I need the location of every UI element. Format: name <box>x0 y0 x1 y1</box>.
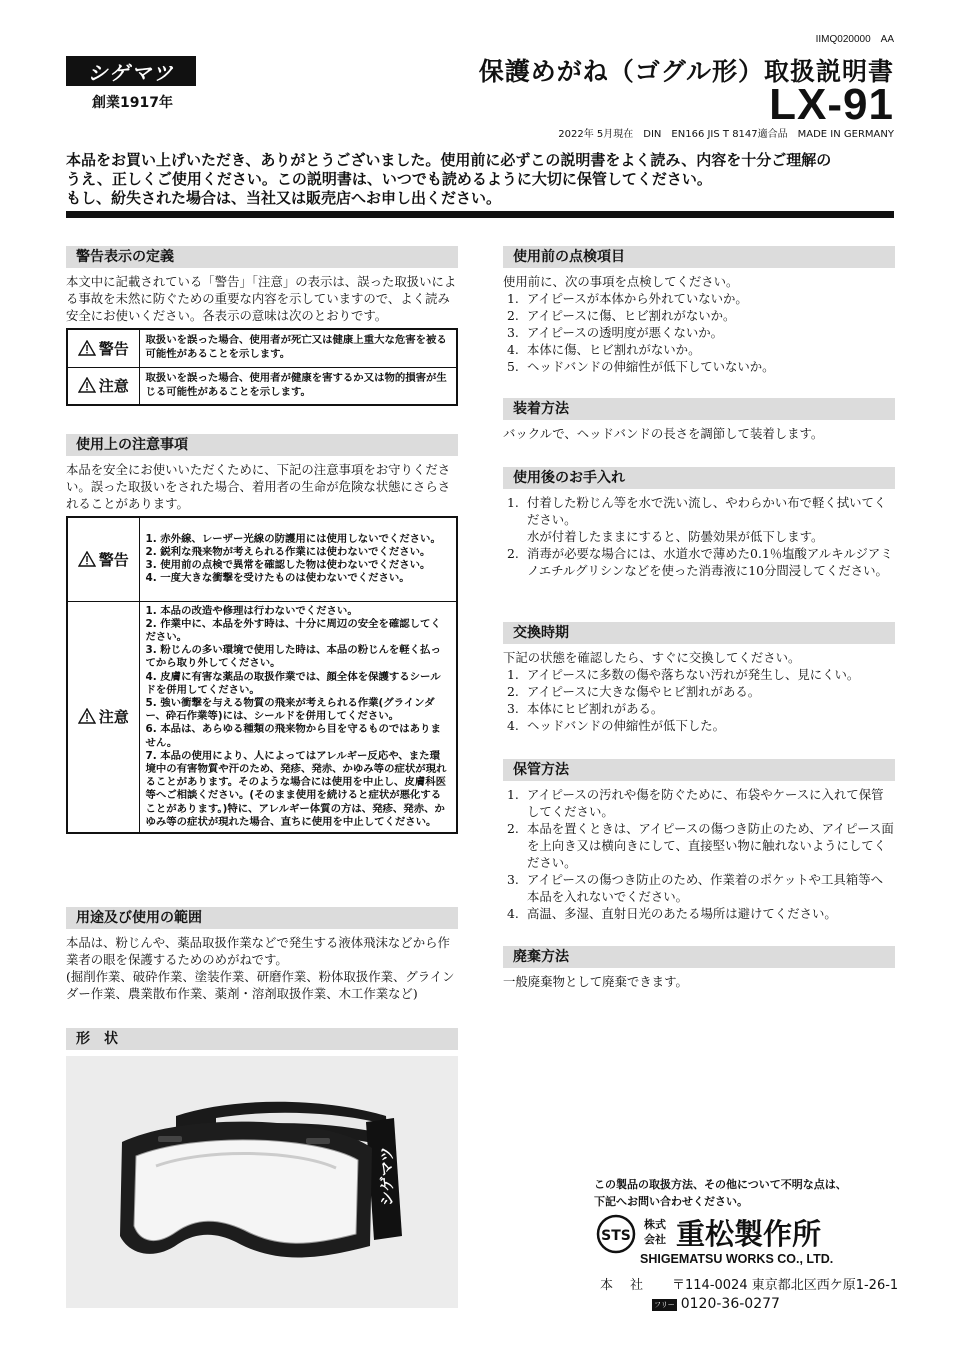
hq-label: 本 社 <box>600 1278 646 1293</box>
goggle-illustration <box>66 1056 458 1308</box>
list-item: 2. 作業中に、本品を外す時は、十分に周辺の安全を確認してください。 <box>145 617 441 643</box>
section-text: 本文中に記載されている「警告」「注意」の表示は、誤った取扱いによる事故を未然に防ぐための重要な内容を示していますので、よく読み安全にお使いください。各表示の意味は次のとおりです。 <box>66 274 457 323</box>
list-item: 1. アイピースに多数の傷や落ちない汚れが発生し、見にくい。 <box>507 667 860 682</box>
list-item: 3. 使用前の点検で異常を確認した物は使わないでください。 <box>145 559 431 572</box>
company-name-jp: 重松製作所 <box>676 1217 822 1251</box>
list-item: 3. 粉じんの多い環境で使用した時は、本品の粉じんを軽く払ってから取り外してください。 <box>145 644 441 670</box>
contact-note: この製品の取扱方法、その他について不明な点は、 下記へお問い合わせください。 <box>594 1178 847 1208</box>
address-text: 〒114-0024 東京都北区西ケ原1-26-1 <box>672 1278 899 1293</box>
usage-cautions-section <box>66 434 458 834</box>
section-text: 使用前に、次の事項を点検してください。 <box>503 274 739 289</box>
list-item: 6. 本品は、あらゆる種類の飛来物から目を守るものではありません。 <box>145 723 441 749</box>
section-heading: 用途及び使用の範囲 <box>66 907 458 929</box>
phone-number: 0120-36-0277 <box>680 1296 780 1312</box>
list-item: 4. 高温、多湿、直射日光のあたる場所は避けてください。 <box>507 906 837 921</box>
section-heading: 形 状 <box>66 1028 458 1050</box>
intro-paragraph <box>66 151 896 208</box>
after-care-section <box>503 467 895 579</box>
model-number: LX-91 <box>769 80 894 129</box>
table-row <box>67 367 457 405</box>
header-divider <box>66 211 894 218</box>
freedial-icon: フリー <box>654 1301 675 1309</box>
list-item: 5. 強い衝撃を与える物質の飛来が考えられる作業(グラインダー、砕石作業等)には、シールドを併用してください。 <box>145 696 435 723</box>
table-row <box>67 601 457 833</box>
list-item: 3. アイピースの傷つき防止のため、作業着のポケットや工具箱等へ本品を入れないでください。 <box>507 872 883 904</box>
section-heading: 装着方法 <box>503 398 895 420</box>
table-row <box>67 329 457 367</box>
strap-logo-text: シゲマツ <box>378 1146 396 1206</box>
list-item: 2. 鋭利な飛来物が考えられる作業には使わないでください。 <box>145 546 431 559</box>
list-item: 1. アイピースの汚れや傷を防ぐために、布袋やケースに入れて保管してください。 <box>507 787 884 819</box>
intro-line: うえ、正しくご使用ください。この説明書は、いつでも読めるように大切に保管してください。 <box>66 170 712 188</box>
goggle-image <box>66 1056 458 1308</box>
caution-items <box>146 605 451 829</box>
after-care-list <box>503 494 895 579</box>
section-heading: 保管方法 <box>503 759 895 781</box>
warning-triangle-icon <box>78 340 96 356</box>
section-heading: 使用前の点検項目 <box>503 246 895 268</box>
list-item: 2. 本品を置くときは、アイピースの傷つき防止のため、アイピース面を上向き又は横向きにして、直接堅い物に触れないようにしてください。 <box>507 821 894 870</box>
list-item: 4. 一度大きな衝撃を受けたものは使わないでください。 <box>145 572 410 585</box>
usage-caution-table <box>66 516 458 834</box>
sts-logo-icon <box>598 1216 634 1252</box>
svg-text:STS: STS <box>601 1228 631 1244</box>
document-id: IIMQ020000 AA <box>815 34 894 45</box>
wearing-section <box>503 398 895 442</box>
intro-line: もし、紛失された場合は、当社又は販売店へお申し出ください。 <box>66 189 502 207</box>
shape-section <box>66 1028 458 1055</box>
section-text: バックルで、ヘッドバンドの長さを調節して装着します。 <box>503 426 824 441</box>
list-item: 3. アイピースの透明度が悪くないか。 <box>507 325 724 340</box>
document-title: 保護めがね（ゴグル形）取扱説明書 <box>478 57 894 86</box>
section-heading: 廃棄方法 <box>503 946 895 968</box>
list-item: 1. 赤外線、レーザー光線の防護用には使用しないでください。 <box>145 532 441 545</box>
company-name-en: SHIGEMATSU WORKS CO., LTD. <box>640 1252 834 1266</box>
caution-label: 注意 <box>67 367 139 405</box>
disposal-section <box>503 946 895 990</box>
caution-label: 注意 <box>67 601 139 833</box>
replacement-section <box>503 622 895 734</box>
list-item: 5. ヘッドバンドの伸縮性が低下していないか。 <box>507 359 775 374</box>
list-item: 2. アイピースに大きな傷やヒビ割れがある。 <box>507 684 761 699</box>
warning-label: 警告 <box>67 517 139 601</box>
warning-triangle-icon <box>78 377 96 393</box>
intro-line: 本品をお買い上げいただき、ありがとうございました。使用前に必ずこの説明書をよく読み、内容を十分ご理解の <box>66 151 832 169</box>
kaisha-text: 会社 <box>644 1233 666 1246</box>
company-block <box>596 1210 896 1268</box>
address-block <box>600 1276 898 1314</box>
list-item: 3. 本体にヒビ割れがある。 <box>507 701 664 716</box>
list-item: 1. 付着した粉じん等を水で洗い流し、やわらかい布で軽く拭いてください。 水が付着したままにすると、防曇効果が低下します。 <box>507 495 887 544</box>
list-item: 7. 本品の使用により、人によってはアレルギー反応や、また環境中の有害物質や汗のため、発疹、発赤、かゆみ等の症状が現れることがあります。そのような場合には使用を中止し、皮膚科医等へご相談ください。(そのまま使用を続けると症状が悪化することがあります。)特に、アレルギー体質の方は、発疹、発赤、かゆみ等の症状が現れた場合、直ちに使用を中止してください。 <box>145 749 447 828</box>
purpose-section <box>66 907 458 1002</box>
section-heading: 警告表示の定義 <box>66 246 458 268</box>
pre-check-section <box>503 246 895 375</box>
list-item: 1. アイピースが本体から外れていないか。 <box>507 291 748 306</box>
section-heading: 使用後のお手入れ <box>503 467 895 489</box>
section-text: 本品は、粉じんや、薬品取扱作業などで発生する液体飛沫などから作業者の眼を保護するためのめがねです。 <box>66 935 450 967</box>
section-heading: 交換時期 <box>503 622 895 644</box>
replacement-list <box>503 666 895 734</box>
standards-line: 2022年 5月現在 DIN EN166 JIS T 8147適合品 MADE IN GERMANY <box>558 129 894 140</box>
signal-word-table <box>66 328 458 406</box>
list-item: 4. ヘッドバンドの伸縮性が低下した。 <box>507 718 726 733</box>
list-item: 2. アイピースに傷、ヒビ割れがないか。 <box>507 308 736 323</box>
table-row <box>67 517 457 601</box>
warning-items <box>146 533 451 586</box>
section-text: 下記の状態を確認したら、すぐに交換してください。 <box>503 650 801 665</box>
founded-year: 創業1917年 <box>92 95 173 111</box>
kabushiki-text: 株式 <box>644 1218 666 1231</box>
caution-description: 取扱いを誤った場合、使用者が健康を害するか又は物的損害が生じる可能性があることを示します。 <box>139 367 457 405</box>
section-text: (掘削作業、破砕作業、塗装作業、研磨作業、粉体取扱作業、グラインダー作業、農業散布作業、薬剤・溶剤取扱作業、木工作業など) <box>66 969 455 1001</box>
storage-list <box>503 786 895 922</box>
warning-description: 取扱いを誤った場合、使用者が死亡又は健康上重大な危害を被る可能性があることを示します。 <box>139 329 457 367</box>
list-item: 4. 本体に傷、ヒビ割れがないか。 <box>507 342 701 357</box>
storage-section <box>503 759 895 922</box>
warning-triangle-icon <box>78 708 96 724</box>
section-text: 本品を安全にお使いいただくために、下記の注意事項をお守りください。誤った取扱いをされた場合、着用者の生命が危険な状態にさらされることがあります。 <box>66 462 451 511</box>
list-item: 2. 消毒が必要な場合には、水道水で薄めた0.1％塩酸アルキルジアミノエチルグリシンなどを使った消毒液に10分間浸してください。 <box>507 546 893 578</box>
list-item: 4. 皮膚に有害な薬品の取扱作業では、顔全体を保護するシールドを併用してください。 <box>145 670 441 696</box>
pre-check-list <box>503 290 895 375</box>
warning-definition-section <box>66 246 458 406</box>
section-text: 一般廃棄物として廃棄できます。 <box>503 974 688 989</box>
warning-label: 警告 <box>67 329 139 367</box>
section-heading: 使用上の注意事項 <box>66 434 458 456</box>
shigematsu-logo: シゲマツ <box>66 56 196 86</box>
warning-triangle-icon <box>78 551 96 567</box>
list-item: 1. 本品の改造や修理は行わないでください。 <box>145 604 358 617</box>
